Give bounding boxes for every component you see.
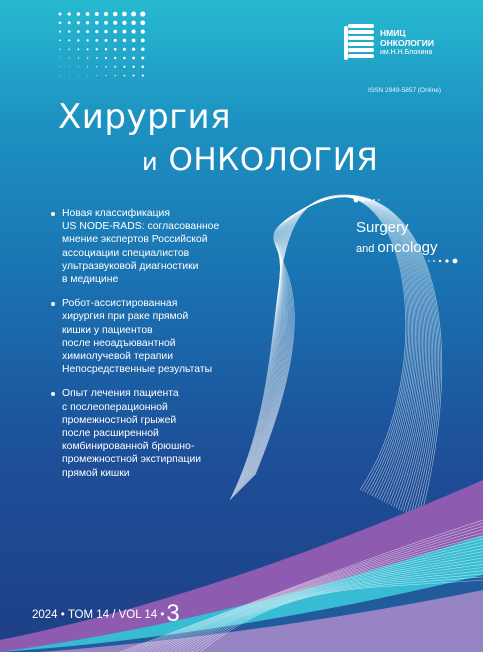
title-prefix: и (142, 148, 159, 176)
english-title (356, 218, 437, 259)
article-item: Опыт лечения пациента с послеоперационной промежностной грыжей после расширенной комбинированной брюшно- промежностной экстирпации прямой кишки (62, 387, 262, 479)
english-title-main: oncology (377, 239, 438, 256)
logo-line-3: им.Н.Н.Блохина (380, 49, 433, 56)
bullet-icon (51, 212, 55, 216)
subtitle-dots-bottom (425, 257, 461, 265)
logo-mark-icon (342, 20, 378, 66)
english-title-line-1: Surgery (356, 219, 409, 236)
article-list (62, 207, 262, 491)
issue-number: 3 (166, 600, 180, 627)
nmic-logo (342, 20, 462, 70)
title-main: ОНКОЛОГИЯ (168, 142, 379, 178)
logo-line-1: НМИЦ (380, 28, 406, 38)
logo-line-2: ОНКОЛОГИИ (380, 38, 434, 48)
journal-title-line-1: Хирургия (58, 97, 232, 137)
issue-volume: 2024 • ТОМ 14 / VOL 14 • (32, 609, 165, 621)
dot-pattern (56, 10, 148, 80)
english-title-prefix: and (356, 243, 375, 255)
article-item: Новая классификация US NODE-RADS: согласованное мнение экспертов Российской ассоциации специалистов ультразвуковой диагностики в медицине (62, 207, 262, 286)
issue-info (32, 597, 180, 625)
issn-label: ISSN 2949-5857 (Online) (368, 87, 441, 94)
journal-title-line-2 (142, 142, 378, 178)
subtitle-dots-top (352, 196, 392, 204)
article-item: Робот-ассистированная хирургия при раке прямой кишки у пациентов после неоадъювантной химиолучевой терапии Непосредственные результаты (62, 297, 262, 376)
